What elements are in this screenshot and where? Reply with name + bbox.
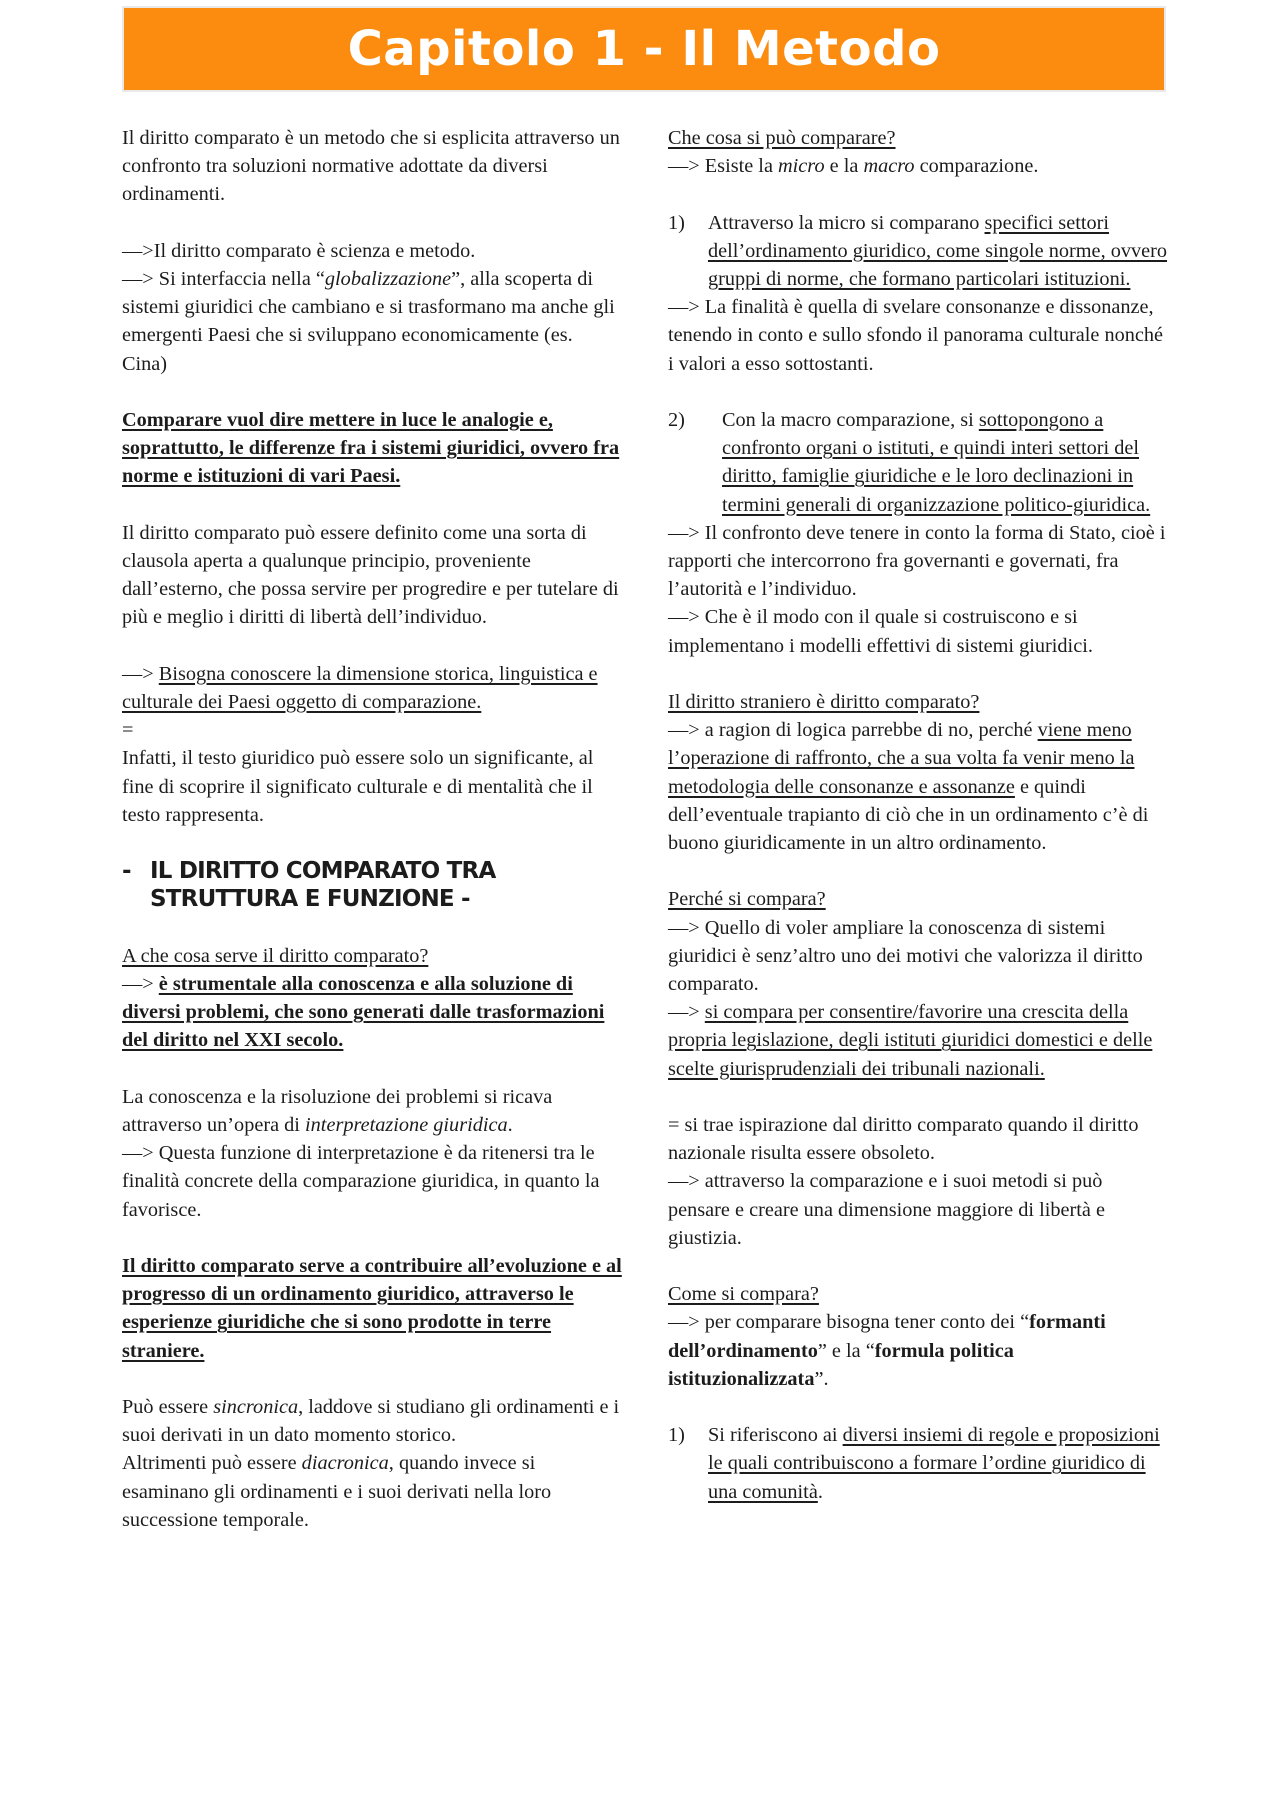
list-item: 2) Con la macro comparazione, si sottopongono a confronto organi o istituti, e quindi interi settori del diritto, famiglie giuridiche e le loro declinazioni in termini generali di organizzazione politico-giuridica.	[668, 409, 1151, 516]
left-column	[122, 124, 622, 1562]
section-heading: - IL DIRITTO COMPARATO TRA STRUTTURA E FUNZIONE -	[122, 858, 496, 913]
list-item: 1) Attraverso la micro si comparano specifici settori dell’ordinamento giuridico, come singole norme, ovvero gruppi di norme, che formano particolari istituzioni.	[668, 211, 1168, 290]
list-item: 1) Si riferiscono ai diversi insiemi di regole e proposizioni le quali contribuiscono a formare l’ordine giuridico di una comunità.	[668, 1424, 1160, 1503]
key-statement: Il diritto comparato serve a contribuire all’evoluzione e al progresso di un ordinamento giuridico, attraverso le esperienze giuridiche che si sono prodotte in terre straniere.	[122, 1255, 622, 1362]
paragraph: —> Bisogna conoscere la dimensione storica, linguistica e culturale dei Paesi oggetto di comparazione. = Infatti, il testo giuridico può essere solo un significante, al fine di scoprire il significato culturale e di mentalità che il testo rappresenta.	[122, 662, 598, 826]
paragraph: Può essere sincronica, laddove si studiano gli ordinamenti e i suoi derivati in un dato momento storico. Altrimenti può essere diacronica, quando invece si esaminano gli ordinamenti e i suoi derivati nella loro successione temporale.	[122, 1396, 620, 1531]
question: A che cosa serve il diritto comparato?	[122, 944, 429, 967]
right-column	[668, 124, 1168, 1534]
key-statement: Comparare vuol dire mettere in luce le analogie e, soprattutto, le differenze fra i sistemi giuridici, ovvero fra norme e istituzioni di vari Paesi.	[122, 409, 620, 488]
question-block: Come si compara? —> per comparare bisogna tener conto dei “formanti dell’ordinamento” e la “formula politica istituzionalizzata”.	[668, 1283, 1106, 1390]
paragraph: Il diritto comparato può essere definito come una sorta di clausola aperta a qualunque principio, proveniente dall’esterno, che possa servire per progredire e per tutelare di più e meglio i diritti di libertà dell’individuo.	[122, 521, 619, 629]
question: Il diritto straniero è diritto comparato?	[668, 691, 980, 714]
question-block: A che cosa serve il diritto comparato? —> è strumentale alla conoscenza e alla soluzione di diversi problemi, che sono generati dalle trasformazioni del diritto nel XXI secolo.	[122, 944, 605, 1052]
question-block: Il diritto straniero è diritto comparato? —> a ragion di logica parrebbe di no, perché viene meno l’operazione di raffronto, che a sua volta fa venir meno la metodologia delle consonanze e assonanze e quindi dell’eventuale trapianto di ciò che in un ordinamento c’è di buono giuridicamente in un altro ordinamento.	[668, 691, 1149, 855]
chapter-title: Capitolo 1 - Il Metodo	[347, 21, 941, 77]
paragraph: —>Il diritto comparato è scienza e metodo. —> Si interfaccia nella “globalizzazione”, alla scoperta di sistemi giuridici che cambiano e si trasformano ma anche gli emergenti Paesi che si sviluppano economicamente (es. Cina)	[122, 239, 615, 375]
question: Come si compara?	[668, 1283, 819, 1306]
question-block: Perché si compara? —> Quello di voler ampliare la conoscenza di sistemi giuridici è senz’altro uno dei motivi che valorizza il diritto comparato. —> si compara per consentire/favorire una crescita della propria legislazione, degli istituti giuridici domestici e delle scelte giurisprudenziali dei tribunali nazionali.	[668, 888, 1153, 1080]
question: Che cosa si può comparare?	[668, 127, 896, 149]
chapter-banner	[122, 6, 1166, 92]
question-block: Che cosa si può comparare? —> Esiste la micro e la macro comparazione.	[668, 127, 1039, 178]
question: Perché si compara?	[668, 888, 826, 911]
paragraph: —> Il confronto deve tenere in conto la forma di Stato, cioè i rapporti che intercorrono fra governanti e governati, fra l’autorità e l’individuo. —> Che è il modo con il quale si costruiscono e si implementano i modelli effettivi di sistemi giuridici.	[668, 521, 1166, 657]
paragraph: Il diritto comparato è un metodo che si esplicita attraverso un confronto tra soluzioni normative adottate da diversi ordinamenti.	[122, 127, 620, 206]
paragraph: La conoscenza e la risoluzione dei problemi si ricava attraverso un’opera di interpretazione giuridica. —> Questa funzione di interpretazione è da ritenersi tra le finalità concrete della comparazione giuridica, in quanto la favorisce.	[122, 1085, 600, 1221]
paragraph: —> La finalità è quella di svelare consonanze e dissonanze, tenendo in conto e sullo sfondo il panorama culturale nonché i valori a esso sottostanti.	[668, 296, 1164, 375]
paragraph: = si trae ispirazione dal diritto comparato quando il diritto nazionale risulta essere obsoleto. —> attraverso la comparazione e i suoi metodi si può pensare e creare una dimensione maggiore di libertà e giustizia.	[668, 1114, 1139, 1249]
